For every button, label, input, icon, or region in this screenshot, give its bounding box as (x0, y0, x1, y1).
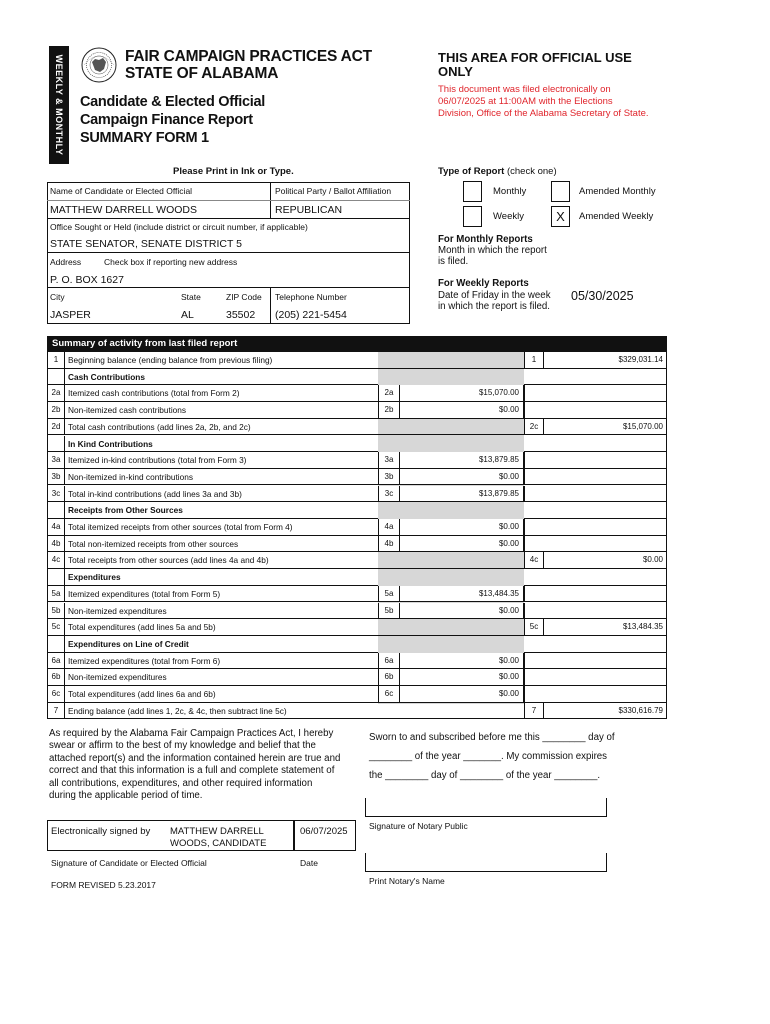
official-area-title: THIS AREA FOR OFFICIAL USE (438, 50, 632, 65)
amended-weekly-label: Amended Weekly (579, 211, 654, 222)
monthly-heading: For Monthly Reports (438, 234, 533, 245)
summary-row (48, 352, 666, 369)
form-title-line2: Campaign Finance Report (80, 112, 253, 128)
line-description: Total non-itemized receipts from other sources (68, 538, 239, 549)
summary-row (48, 419, 666, 436)
col1-amount[interactable]: $13,484.35 (400, 586, 524, 602)
summary-row (48, 486, 666, 503)
col1-amount[interactable]: $0.00 (400, 402, 524, 418)
phone-label: Telephone Number (275, 292, 347, 302)
col1-line-label: 3c (378, 486, 400, 502)
party-value[interactable]: REPUBLICAN (275, 204, 343, 216)
line-number: 1 (48, 352, 65, 368)
weekly-checkbox[interactable] (463, 206, 482, 227)
col1-amount[interactable]: $0.00 (400, 469, 524, 485)
col2-line-label: 1 (524, 352, 544, 368)
summary-header: Summary of activity from last filed report (47, 336, 667, 352)
notary-text: Sworn to and subscribed before me this ________ day of ________ of the year _______. My commission expires the ________ day of ________ of the year ________. (369, 732, 615, 781)
city-label: City (50, 292, 65, 302)
state-title: STATE OF ALABAMA (125, 65, 279, 82)
summary-row (48, 552, 666, 569)
col2-amount[interactable]: $0.00 (544, 552, 666, 568)
new-address-checkbox-label[interactable]: Check box if reporting new address (104, 257, 238, 267)
col1-line-label: 5a (378, 586, 400, 602)
col1-line-label: 6b (378, 669, 400, 685)
summary-row (48, 669, 666, 686)
state-label: State (181, 292, 201, 302)
line-description: Total in-kind contributions (add lines 3a and 3b) (68, 488, 242, 499)
form-title-line3: SUMMARY FORM 1 (80, 130, 209, 146)
candidate-name[interactable]: MATTHEW DARRELL WOODS (50, 204, 198, 216)
section-header: Expenditures on Line of Credit (68, 638, 189, 649)
print-note: Please Print in Ink or Type. (173, 166, 294, 177)
col2-amount[interactable]: $13,484.35 (544, 619, 666, 635)
line-description: Total cash contributions (add lines 2a, 2b, and 2c) (68, 421, 251, 432)
line-description: Non-itemized in-kind contributions (68, 471, 193, 482)
form-title-line1: Candidate & Elected Official (80, 94, 265, 110)
side-banner: WEEKLY & MONTHLY (49, 46, 69, 164)
state-value[interactable]: AL (181, 309, 194, 321)
notary-name-label: Print Notary's Name (369, 876, 445, 886)
phone-value[interactable]: (205) 221-5454 (275, 309, 347, 321)
line-description: Itemized expenditures (total from Form 5) (68, 588, 221, 599)
weekly-text-2: in which the report is filed. (438, 301, 550, 312)
summary-row (48, 703, 666, 720)
line-number: 6b (48, 669, 65, 685)
col2-line-label: 5c (524, 619, 544, 635)
summary-row (48, 385, 666, 402)
col1-amount[interactable]: $0.00 (400, 603, 524, 619)
amended-weekly-checkbox[interactable]: X (551, 206, 570, 227)
line-number: 5c (48, 619, 65, 635)
office-value[interactable]: STATE SENATOR, SENATE DISTRICT 5 (50, 238, 242, 250)
summary-row (48, 519, 666, 536)
monthly-label: Monthly (493, 186, 527, 197)
line-number: 2a (48, 385, 65, 401)
col1-amount[interactable]: $0.00 (400, 686, 524, 702)
line-number: 4b (48, 536, 65, 552)
office-label: Office Sought or Held (include district or circuit number, if applicable) (50, 222, 308, 232)
line-description: Total receipts from other sources (add lines 4a and 4b) (68, 555, 269, 566)
col1-amount[interactable]: $13,879.85 (400, 452, 524, 468)
summary-row (48, 402, 666, 419)
summary-row (48, 536, 666, 553)
line-number: 5b (48, 603, 65, 619)
line-number: 3b (48, 469, 65, 485)
section-header: Cash Contributions (68, 371, 145, 382)
line-number: 2d (48, 419, 65, 435)
col2-amount[interactable]: $15,070.00 (544, 419, 666, 435)
monthly-text-1: Month in which the report (438, 245, 547, 256)
col1-line-label: 2b (378, 402, 400, 418)
section-header: In Kind Contributions (68, 438, 153, 449)
line-number: 4a (48, 519, 65, 535)
col1-line-label: 4b (378, 536, 400, 552)
official-area-title-2: ONLY (438, 64, 473, 79)
act-title: FAIR CAMPAIGN PRACTICES ACT (125, 48, 372, 65)
city-value[interactable]: JASPER (50, 309, 91, 321)
col1-line-label: 6c (378, 686, 400, 702)
col1-line-label: 4a (378, 519, 400, 535)
col2-line-label: 7 (524, 703, 544, 719)
summary-row (48, 469, 666, 486)
filed-note-2: 06/07/2025 at 11:00AM with the Elections (438, 96, 613, 107)
col2-line-label: 4c (524, 552, 544, 568)
section-header: Expenditures (68, 572, 121, 583)
line-number: 6a (48, 653, 65, 669)
report-type-label: Type of Report (check one) (438, 166, 557, 177)
weekly-label: Weekly (493, 211, 524, 222)
summary-row (48, 686, 666, 703)
summary-row (48, 653, 666, 670)
monthly-checkbox[interactable] (463, 181, 482, 202)
line-number: 3a (48, 452, 65, 468)
col2-amount[interactable]: $330,616.79 (544, 703, 666, 719)
name-label: Name of Candidate or Elected Official (50, 186, 193, 196)
col1-amount[interactable]: $0.00 (400, 669, 524, 685)
line-description: Itemized in-kind contributions (total from Form 3) (68, 455, 247, 466)
line-description: Ending balance (add lines 1, 2c, & 4c, then subtract line 5c) (68, 705, 287, 716)
line-number: 2b (48, 402, 65, 418)
line-description: Itemized cash contributions (total from Form 2) (68, 388, 240, 399)
col1-amount[interactable]: $13,879.85 (400, 486, 524, 502)
weekly-date[interactable]: 05/30/2025 (571, 289, 634, 303)
col1-amount[interactable]: $0.00 (400, 536, 524, 552)
amended-monthly-checkbox[interactable] (551, 181, 570, 202)
col1-amount[interactable]: $15,070.00 (400, 385, 524, 401)
zip-value[interactable]: 35502 (226, 309, 256, 321)
form-revision: FORM REVISED 5.23.2017 (51, 880, 156, 890)
line-number: 5a (48, 586, 65, 602)
notary-name-line[interactable] (365, 853, 607, 872)
summary-row (48, 603, 666, 620)
line-number: 4c (48, 552, 65, 568)
line-description: Non-itemized expenditures (68, 605, 167, 616)
line-description: Beginning balance (ending balance from previous filing) (68, 355, 273, 365)
amended-monthly-label: Amended Monthly (579, 186, 656, 197)
col1-line-label: 5b (378, 603, 400, 619)
line-description: Non-itemized cash contributions (68, 405, 187, 416)
notary-signature-line[interactable] (365, 798, 607, 817)
address-value[interactable]: P. O. BOX 1627 (50, 274, 124, 286)
summary-row (48, 586, 666, 603)
signer-line-1: MATTHEW DARRELL (170, 826, 264, 837)
line-description: Itemized expenditures (total from Form 6) (68, 655, 221, 666)
monthly-text-2: is filed. (438, 256, 469, 267)
col2-line-label: 2c (524, 419, 544, 435)
state-seal-icon (80, 45, 118, 85)
address-label: Address (50, 257, 82, 267)
line-description: Total expenditures (add lines 5a and 5b) (68, 622, 216, 633)
signed-label: Electronically signed by (51, 826, 151, 837)
col1-line-label: 3a (378, 452, 400, 468)
section-header: Receipts from Other Sources (68, 505, 183, 516)
col1-line-label: 3b (378, 469, 400, 485)
line-description: Total expenditures (add lines 6a and 6b) (68, 689, 216, 699)
notary-signature-label: Signature of Notary Public (369, 821, 468, 831)
line-description: Non-itemized expenditures (68, 672, 167, 683)
line-number: 3c (48, 486, 65, 502)
summary-row (48, 452, 666, 469)
signature-date[interactable]: 06/07/2025 (300, 826, 348, 837)
col1-amount[interactable]: $0.00 (400, 653, 524, 669)
line-description: Total itemized receipts from other sources (total from Form 4) (68, 522, 293, 532)
candidate-signature-label: Signature of Candidate or Elected Official (51, 858, 207, 868)
col1-line-label: 2a (378, 385, 400, 401)
party-label: Political Party / Ballot Affiliation (275, 186, 392, 196)
summary-table (47, 352, 667, 719)
affirmation-text: As required by the Alabama Fair Campaign Practices Act, I hereby swear or affirm to the best of my knowledge and belief that the attached report(s) and the information contained herein are true and correct and that this information is a full and complete statement of all contributions, expenditures, and other required information during the applicable period of time. (49, 728, 341, 802)
filed-note-3: Division, Office of the Alabama Secretary of State. (438, 108, 649, 119)
line-number: 6c (48, 686, 65, 702)
col2-amount[interactable]: $329,031.14 (544, 352, 666, 368)
date-label: Date (300, 858, 318, 868)
line-number: 7 (48, 703, 65, 719)
filed-note-1: This document was filed electronically on (438, 84, 611, 95)
zip-label: ZIP Code (226, 292, 262, 302)
col1-line-label: 6a (378, 653, 400, 669)
weekly-text-1: Date of Friday in the week (438, 290, 551, 301)
summary-row (48, 619, 666, 636)
weekly-heading: For Weekly Reports (438, 278, 529, 289)
signer-line-2: WOODS, CANDIDATE (170, 838, 267, 849)
col1-amount[interactable]: $0.00 (400, 519, 524, 535)
